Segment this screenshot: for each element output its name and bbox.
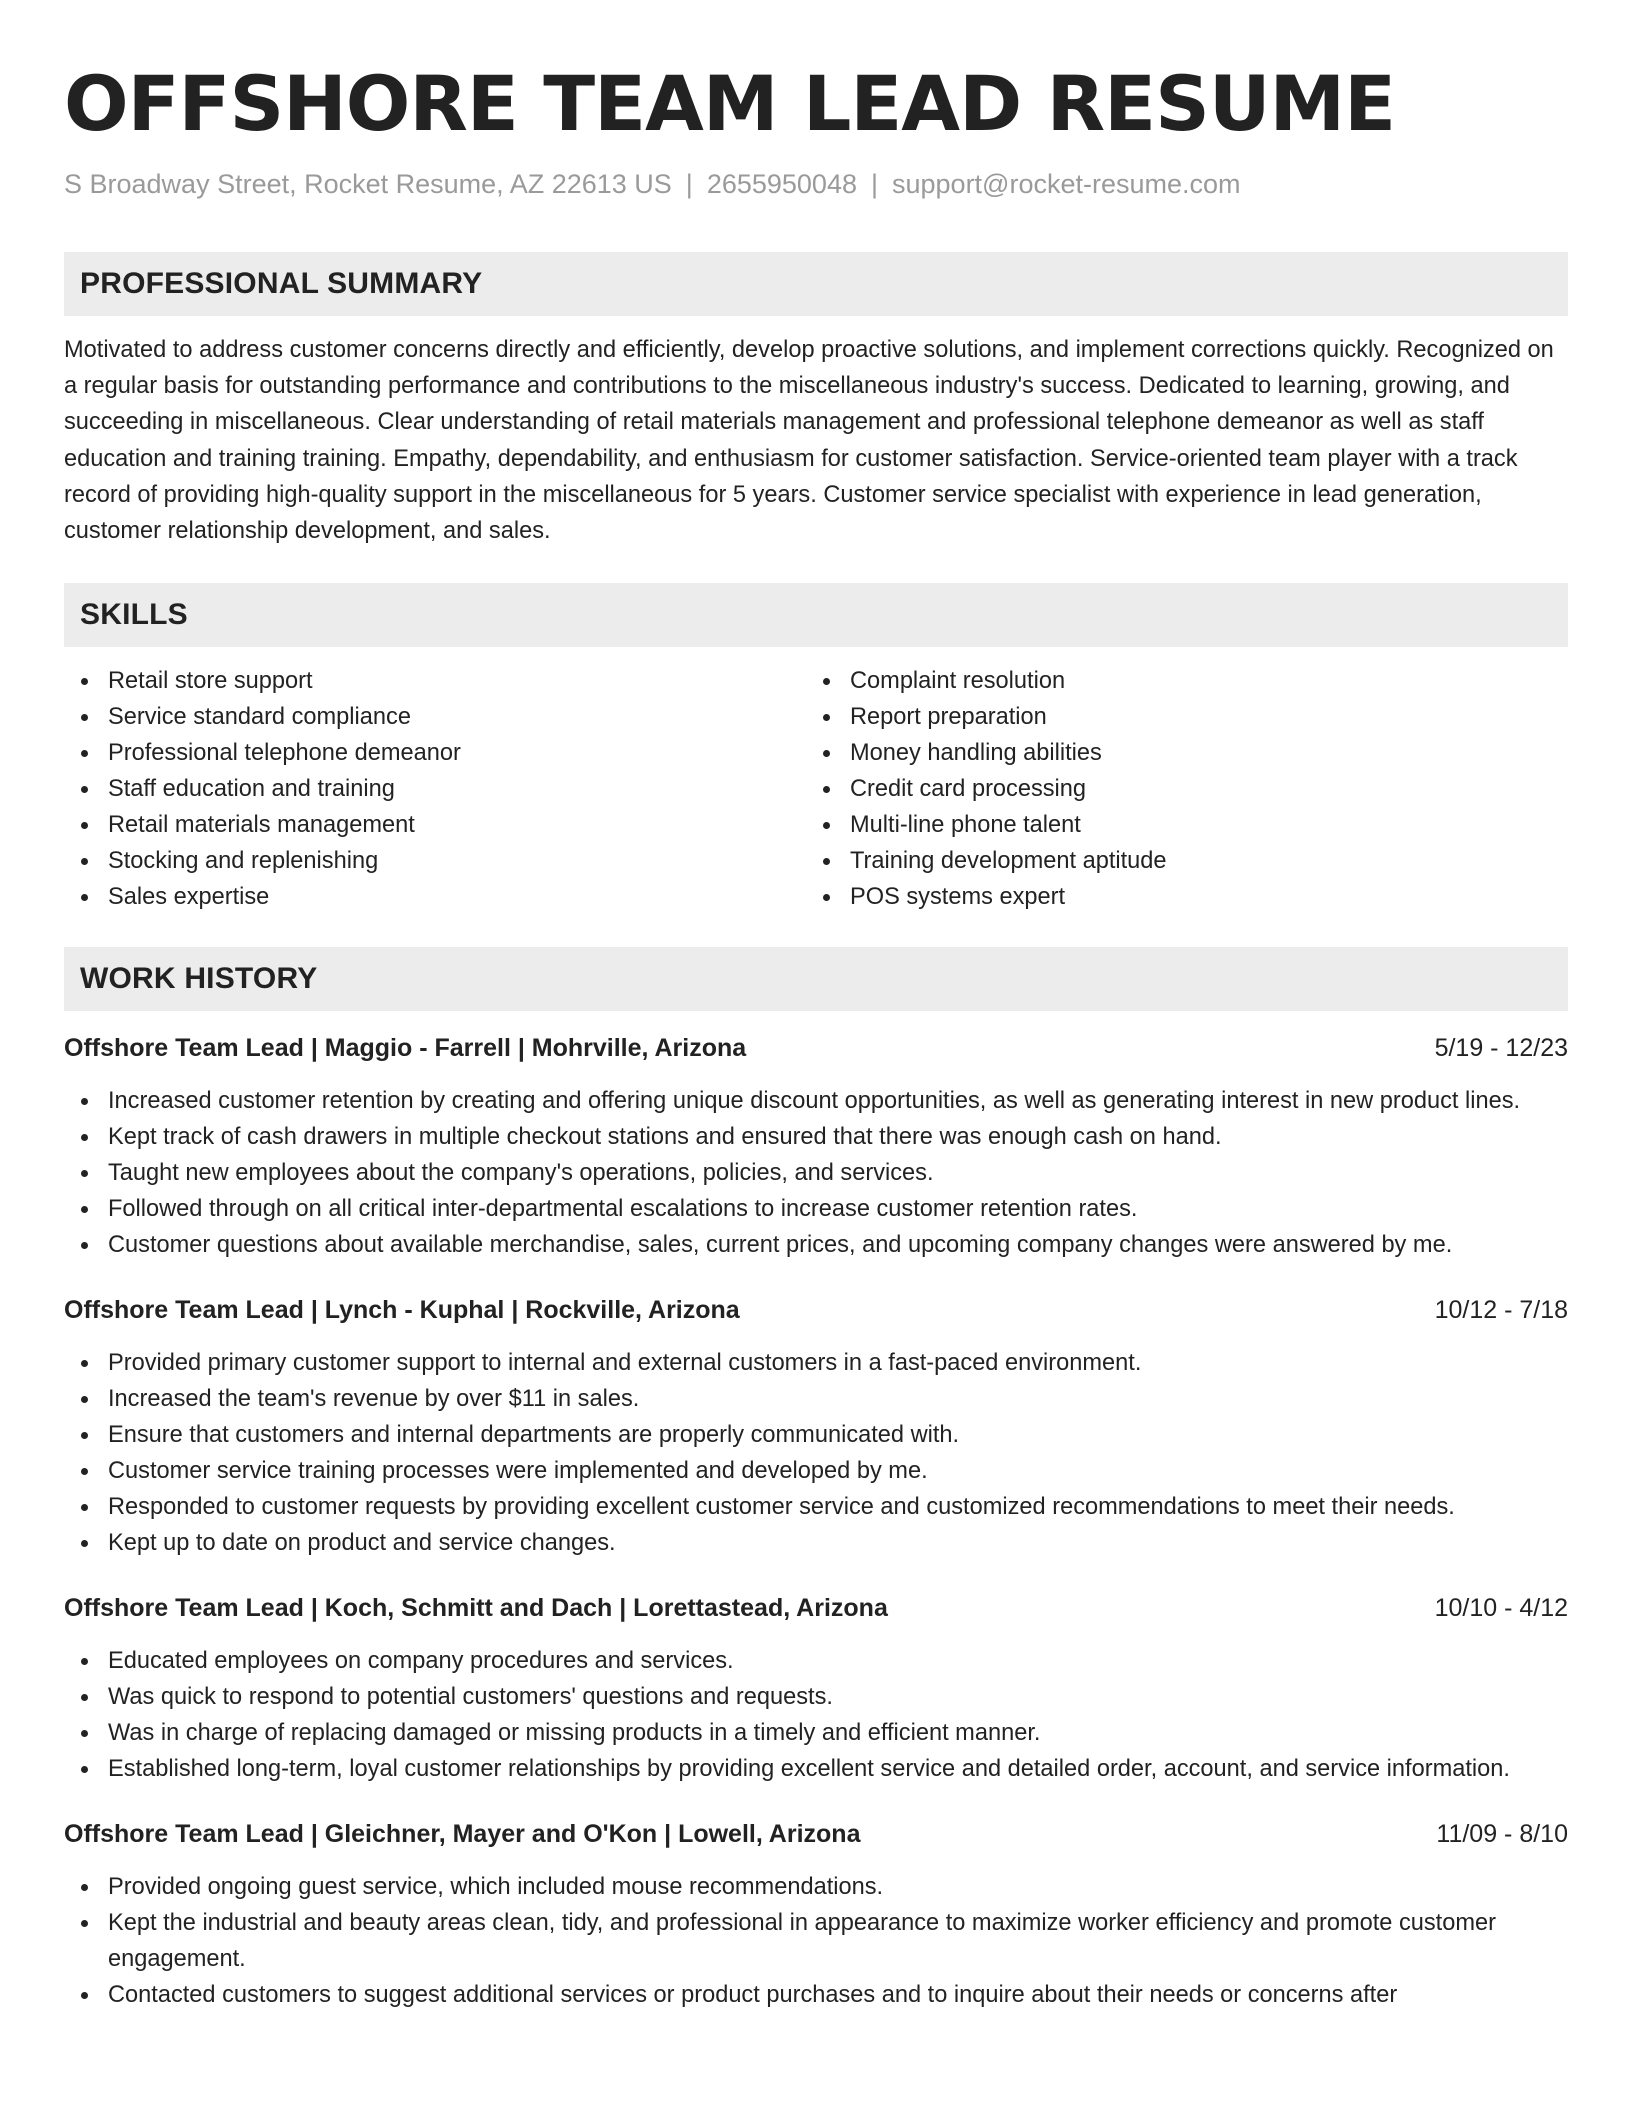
- job-header: [64, 1817, 1568, 1851]
- skill-item: Stocking and replenishing: [64, 843, 806, 879]
- section-header-skills: [64, 583, 1568, 647]
- job-bullet: Educated employees on company procedures and services.: [64, 1643, 1568, 1679]
- contact-separator: |: [685, 169, 693, 199]
- skill-item: POS systems expert: [806, 879, 1548, 915]
- skill-item: Retail store support: [64, 663, 806, 699]
- job-header: [64, 1031, 1568, 1065]
- contact-email: support@rocket-resume.com: [892, 169, 1241, 199]
- skill-item: Sales expertise: [64, 879, 806, 915]
- professional-summary-text: Motivated to address customer concerns directly and efficiently, develop proactive solutions, and implement corrections quickly. Recognized on a regular basis for outstanding performance and contributions to the miscellaneous industry's success. Dedicated to learning, growing, and succeeding in miscellaneous. Clear understanding of retail materials management and professional telephone demeanor as well as staff education and training training. Empathy, dependability, and enthusiasm for customer satisfaction. Service-oriented team player with a track record of providing high-quality support in the miscellaneous for 5 years. Customer service specialist with experience in lead generation, customer relationship development, and sales.: [64, 337, 1554, 545]
- skill-item: Training development aptitude: [806, 843, 1548, 879]
- job-entry: [64, 1031, 1568, 1263]
- job-bullet: Increased customer retention by creating and offering unique discount opportunities, as well as generating interest in new product lines.: [64, 1083, 1568, 1119]
- job-bullets: [64, 1345, 1568, 1561]
- job-dates: 10/10 - 4/12: [1434, 1594, 1568, 1623]
- resume-page: [64, 56, 1568, 2013]
- job-bullet: Contacted customers to suggest additional services or product purchases and to inquire about their needs or concerns after: [64, 1977, 1568, 2013]
- job-bullet: Provided primary customer support to internal and external customers in a fast-paced environment.: [64, 1345, 1568, 1381]
- contact-phone: 2655950048: [706, 169, 857, 199]
- section-header-work-history: [64, 947, 1568, 1011]
- skill-item: Professional telephone demeanor: [64, 735, 806, 771]
- job-dates: 10/12 - 7/18: [1434, 1296, 1568, 1325]
- job-header: [64, 1591, 1568, 1625]
- job-entry: [64, 1293, 1568, 1561]
- skills-list: [64, 663, 1568, 915]
- job-bullet: Kept the industrial and beauty areas clean, tidy, and professional in appearance to maximize worker efficiency and promote customer engagement.: [64, 1905, 1568, 1977]
- section-header-summary: [64, 252, 1568, 316]
- job-bullet: Kept track of cash drawers in multiple checkout stations and ensured that there was enough cash on hand.: [64, 1119, 1568, 1155]
- job-bullet: Was quick to respond to potential customers' questions and requests.: [64, 1679, 1568, 1715]
- job-bullet: Provided ongoing guest service, which included mouse recommendations.: [64, 1869, 1568, 1905]
- skills-column-right: [806, 663, 1548, 915]
- job-entry: [64, 1817, 1568, 2013]
- skill-item: Credit card processing: [806, 771, 1548, 807]
- contact-line: [64, 166, 1568, 202]
- job-bullets: [64, 1869, 1568, 2013]
- section-title: SKILLS: [80, 598, 188, 632]
- job-bullet: Customer service training processes were implemented and developed by me.: [64, 1453, 1568, 1489]
- job-bullet: Ensure that customers and internal departments are properly communicated with.: [64, 1417, 1568, 1453]
- section-title: PROFESSIONAL SUMMARY: [80, 267, 483, 300]
- job-bullet: Customer questions about available merchandise, sales, current prices, and upcoming company changes were answered by me.: [64, 1227, 1568, 1263]
- job-bullet: Was in charge of replacing damaged or missing products in a timely and efficient manner.: [64, 1715, 1568, 1751]
- job-dates: 5/19 - 12/23: [1434, 1034, 1568, 1063]
- job-title: Offshore Team Lead | Koch, Schmitt and Dach | Lorettastead, Arizona: [64, 1594, 888, 1623]
- skill-item: Retail materials management: [64, 807, 806, 843]
- job-bullet: Followed through on all critical inter-departmental escalations to increase customer retention rates.: [64, 1191, 1568, 1227]
- job-entry: [64, 1591, 1568, 1787]
- skill-item: Staff education and training: [64, 771, 806, 807]
- job-bullet: Kept up to date on product and service changes.: [64, 1525, 1568, 1561]
- job-bullet: Responded to customer requests by providing excellent customer service and customized recommendations to meet their needs.: [64, 1489, 1568, 1525]
- resume-title: OFFSHORE TEAM LEAD RESUME: [64, 59, 1396, 148]
- skill-item: Multi-line phone talent: [806, 807, 1548, 843]
- job-title: Offshore Team Lead | Gleichner, Mayer and O'Kon | Lowell, Arizona: [64, 1820, 861, 1849]
- job-title: Offshore Team Lead | Lynch - Kuphal | Rockville, Arizona: [64, 1296, 740, 1325]
- contact-separator: |: [870, 169, 878, 199]
- job-bullets: [64, 1083, 1568, 1263]
- job-bullet: Increased the team's revenue by over $11 in sales.: [64, 1381, 1568, 1417]
- skills-column-left: [64, 663, 806, 915]
- skill-item: Complaint resolution: [806, 663, 1548, 699]
- skill-item: Report preparation: [806, 699, 1548, 735]
- job-title: Offshore Team Lead | Maggio - Farrell | Mohrville, Arizona: [64, 1034, 747, 1063]
- job-header: [64, 1293, 1568, 1327]
- job-bullet: Taught new employees about the company's operations, policies, and services.: [64, 1155, 1568, 1191]
- job-dates: 11/09 - 8/10: [1436, 1820, 1568, 1849]
- job-bullets: [64, 1643, 1568, 1787]
- skill-item: Money handling abilities: [806, 735, 1548, 771]
- skill-item: Service standard compliance: [64, 699, 806, 735]
- section-title: WORK HISTORY: [80, 962, 318, 996]
- job-bullet: Established long-term, loyal customer relationships by providing excellent service and detailed order, account, and service information.: [64, 1751, 1568, 1787]
- contact-address: S Broadway Street, Rocket Resume, AZ 22613 US: [64, 169, 672, 199]
